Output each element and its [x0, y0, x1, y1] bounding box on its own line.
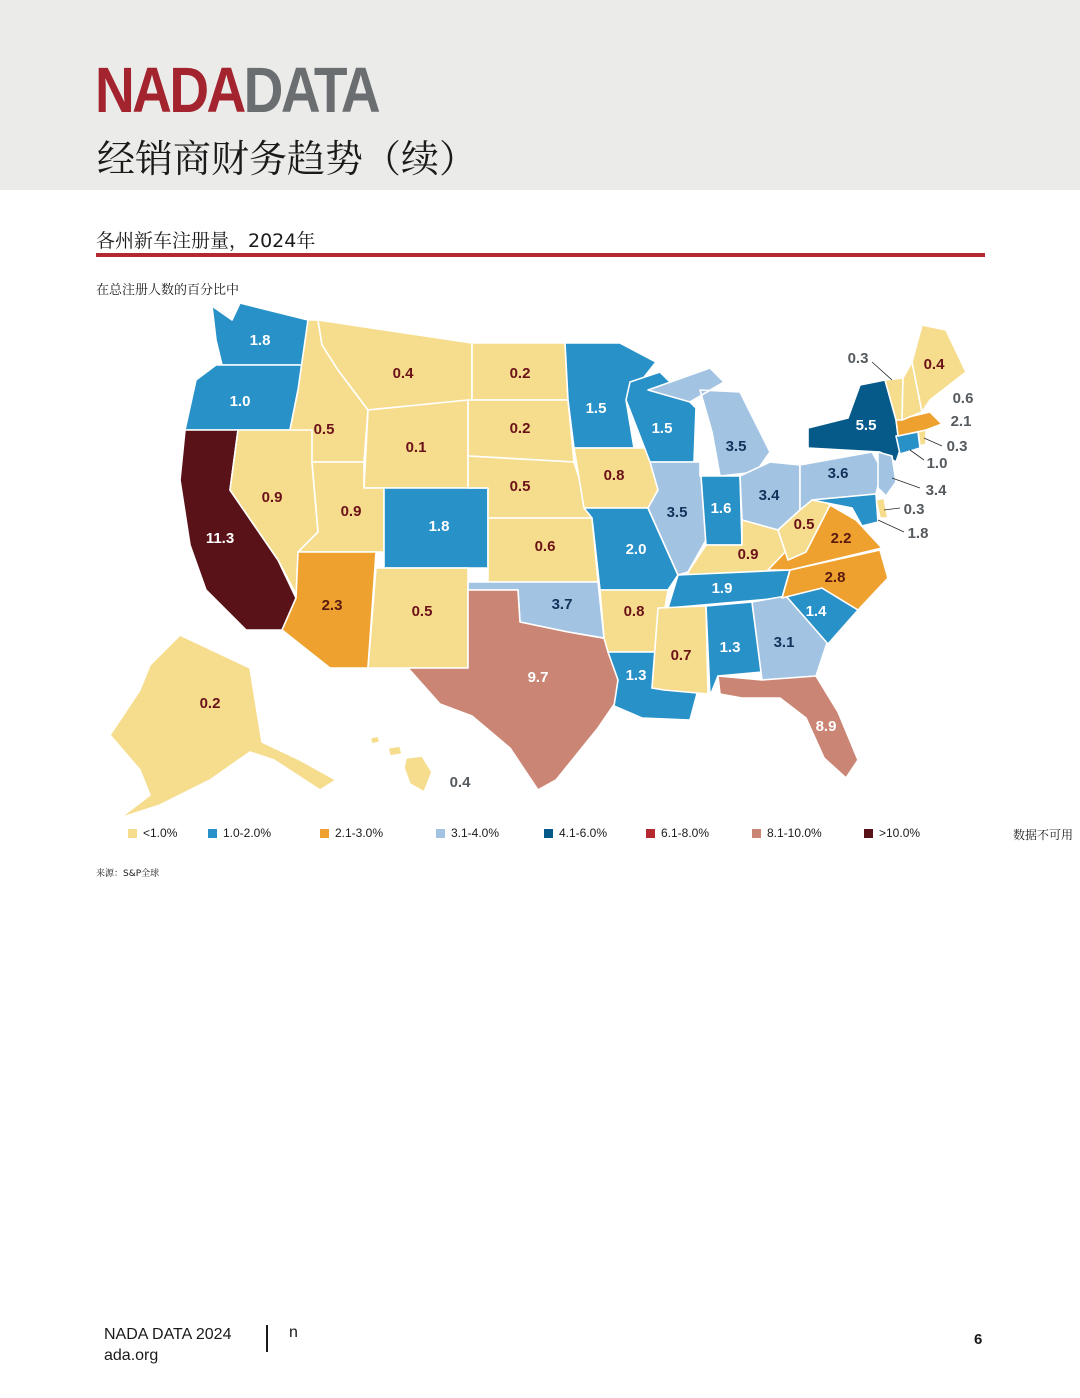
- legend-swatch: [436, 829, 445, 838]
- source-note: 来源：S&P全球: [96, 869, 160, 879]
- state-value-label-de: 0.3: [903, 501, 925, 518]
- vt-callout-line: [872, 362, 892, 380]
- state-value-label-wy: 0.1: [405, 439, 427, 456]
- state-value-label-ne: 0.5: [509, 478, 531, 495]
- state-value-label-nm: 0.5: [411, 603, 433, 620]
- state-value-label-nc: 2.8: [824, 569, 846, 586]
- state-value-label-mo: 2.0: [625, 541, 647, 558]
- legend-item: [208, 826, 271, 840]
- map-legend: [128, 826, 1080, 844]
- state-value-label-sd: 0.2: [509, 420, 531, 437]
- state-value-label-ca: 11.3: [205, 530, 235, 547]
- legend-label: 2.1-3.0%: [335, 826, 384, 840]
- legend-item: [128, 826, 177, 840]
- state-value-label-hi: 0.4: [449, 774, 471, 791]
- state-value-label-in: 1.6: [710, 500, 732, 517]
- state-value-label-me: 0.4: [923, 356, 945, 373]
- legend-label: 4.1-6.0%: [559, 826, 608, 840]
- legend-label: 1.0-2.0%: [223, 826, 272, 840]
- section-title: 各州新车注册量，2024年: [96, 230, 316, 252]
- footer-divider: [266, 1325, 268, 1352]
- state-value-label-md: 1.8: [907, 525, 929, 542]
- state-value-label-pa: 3.6: [827, 465, 849, 482]
- state-value-label-ms: 0.7: [670, 647, 692, 664]
- legend-swatch: [320, 829, 329, 838]
- legend-swatch: [128, 829, 137, 838]
- state-value-label-ut: 0.9: [340, 503, 362, 520]
- state-value-label-ga: 3.1: [773, 634, 795, 651]
- state-value-label-sc: 1.4: [805, 603, 827, 620]
- us-choropleth-map: [0, 290, 1080, 820]
- nada-data-logo: [95, 54, 379, 126]
- footer-site: ada.org: [104, 1347, 159, 1364]
- state-value-label-ia: 0.8: [603, 467, 625, 484]
- state-value-label-oh: 3.4: [758, 487, 780, 504]
- state-value-label-ks: 0.6: [534, 538, 556, 555]
- state-value-label-nv: 0.9: [261, 489, 283, 506]
- state-value-label-id: 0.5: [313, 421, 335, 438]
- legend-swatch: [544, 829, 553, 838]
- legend-item: [646, 826, 709, 840]
- legend-item: [864, 826, 920, 840]
- state-value-label-co: 1.8: [428, 518, 450, 535]
- state-value-label-ct: 1.0: [926, 455, 948, 472]
- legend-label: <1.0%: [143, 826, 178, 840]
- legend-label: 3.1-4.0%: [451, 826, 500, 840]
- state-value-label-ma: 2.1: [950, 413, 972, 430]
- state-value-label-ky: 0.9: [737, 546, 759, 563]
- state-value-label-va: 2.2: [830, 530, 852, 547]
- state-value-label-nj: 3.4: [925, 482, 947, 499]
- logo-data-text: DATA: [243, 54, 379, 126]
- state-value-label-wv: 0.5: [793, 516, 815, 533]
- logo-nada-text: NADA: [95, 54, 244, 126]
- state-value-label-wi: 1.5: [651, 420, 673, 437]
- page-title: 经销商财务趋势（续）: [97, 137, 478, 181]
- state-value-label-mi: 3.5: [725, 438, 747, 455]
- state-value-label-ok: 3.7: [551, 596, 573, 613]
- legend-item: [320, 826, 383, 840]
- state-hi: [370, 736, 432, 792]
- state-value-label-az: 2.3: [321, 597, 343, 614]
- state-value-label-fl: 8.9: [815, 718, 837, 735]
- state-value-label-vt: 0.3: [847, 350, 869, 367]
- state-value-label-ar: 0.8: [623, 603, 645, 620]
- state-ak: [110, 635, 336, 818]
- legend-label: 6.1-8.0%: [661, 826, 710, 840]
- map-subtitle: 在总注册人数的百分比中: [96, 283, 240, 298]
- legend-label: 8.1-10.0%: [767, 826, 822, 840]
- legend-swatch: [208, 829, 217, 838]
- footer-title: NADA DATA 2024: [104, 1326, 232, 1343]
- legend-item: [436, 826, 499, 840]
- state-value-label-or: 1.0: [229, 393, 251, 410]
- legend-not-available: 数据不可用: [1013, 828, 1074, 842]
- state-value-label-ri: 0.3: [946, 438, 968, 455]
- legend-swatch: [646, 829, 655, 838]
- state-value-label-tx: 9.7: [527, 669, 549, 686]
- state-value-label-mt: 0.4: [392, 365, 414, 382]
- state-value-label-nh: 0.6: [952, 390, 974, 407]
- legend-swatch: [752, 829, 761, 838]
- state-value-label-ny: 5.5: [855, 417, 877, 434]
- footer-mark: n: [289, 1324, 298, 1341]
- state-value-label-mn: 1.5: [585, 400, 607, 417]
- ct-callout-line: [910, 450, 924, 460]
- state-value-label-il: 3.5: [666, 504, 688, 521]
- page-number: 6: [974, 1331, 983, 1348]
- state-value-label-ak: 0.2: [199, 695, 221, 712]
- state-value-label-al: 1.3: [719, 639, 741, 656]
- state-value-label-wa: 1.8: [249, 332, 271, 349]
- state-value-label-nd: 0.2: [509, 365, 531, 382]
- state-ny: [808, 380, 900, 462]
- legend-swatch: [864, 829, 873, 838]
- footer-publication: [104, 1324, 231, 1366]
- state-fl: [718, 676, 858, 778]
- legend-item: [544, 826, 607, 840]
- state-value-label-tn: 1.9: [711, 580, 733, 597]
- legend-item: [752, 826, 822, 840]
- section-divider: [96, 253, 985, 257]
- md-callout-line: [878, 520, 904, 532]
- state-value-label-la: 1.3: [625, 667, 647, 684]
- legend-label: >10.0%: [879, 826, 921, 840]
- page-header: [0, 0, 1080, 190]
